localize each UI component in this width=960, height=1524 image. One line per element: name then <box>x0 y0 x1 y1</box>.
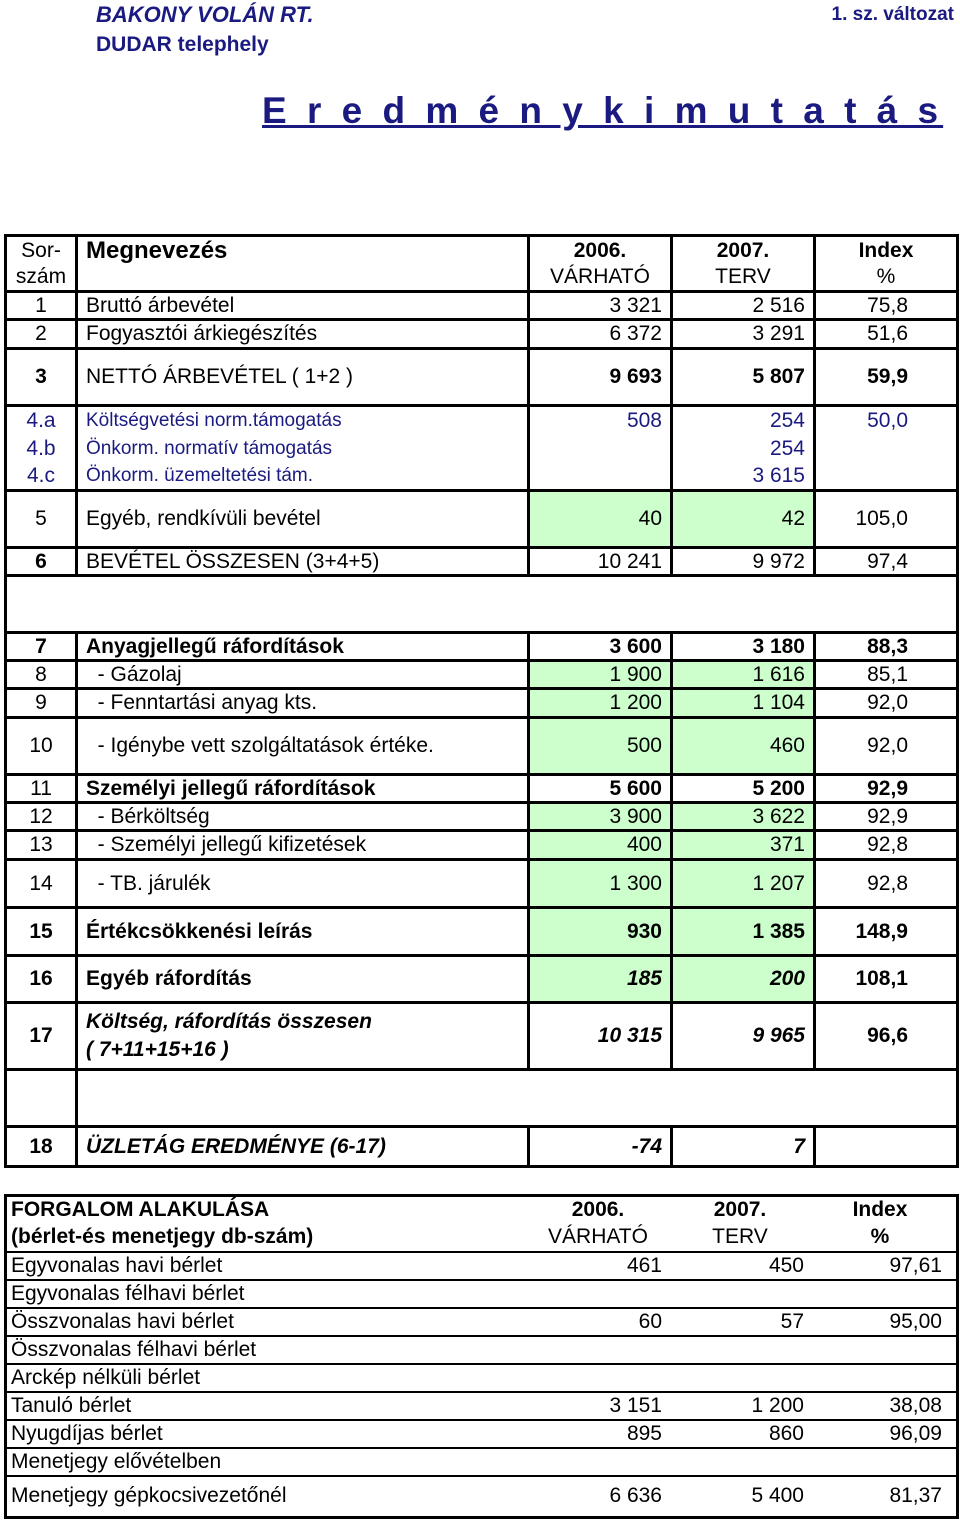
value-2007: 254 <box>672 435 815 463</box>
traffic-name: Menetjegy elővételben <box>6 1448 531 1476</box>
value-index <box>815 435 958 463</box>
value-index: 92,9 <box>815 803 958 831</box>
value-index: 92,0 <box>815 718 958 775</box>
traffic-2007 <box>672 1280 814 1308</box>
row-number: 3 <box>6 349 77 406</box>
value-2006: 40 <box>529 491 672 548</box>
spacer-row <box>6 576 958 633</box>
value-index <box>815 1127 958 1167</box>
row-number: 15 <box>6 908 77 956</box>
value-2007: 3 622 <box>672 803 815 831</box>
traffic-index <box>814 1336 958 1364</box>
traffic-2007 <box>672 1364 814 1392</box>
traffic-2006: 3 151 <box>530 1392 672 1420</box>
value-index: 97,4 <box>815 548 958 576</box>
value-index <box>815 463 958 491</box>
traffic-header-index: Index <box>814 1196 958 1224</box>
spacer-cell <box>6 1070 77 1127</box>
value-2006: 6 372 <box>529 320 672 349</box>
traffic-row <box>6 1252 958 1280</box>
row-name: Fogyasztói árkiegészítés <box>77 320 529 349</box>
traffic-2007 <box>672 1448 814 1476</box>
value-2007: 460 <box>672 718 815 775</box>
traffic-name: Arckép nélküli bérlet <box>6 1364 531 1392</box>
row-name: - Bérköltség <box>77 803 529 831</box>
value-2007: 5 200 <box>672 775 815 803</box>
traffic-2006: 461 <box>530 1252 672 1280</box>
traffic-index: 96,09 <box>814 1420 958 1448</box>
row-number: 4.b <box>6 435 77 463</box>
value-2006: 1 200 <box>529 689 672 718</box>
traffic-row <box>6 1448 958 1476</box>
row-name <box>77 1003 529 1070</box>
value-2007: 7 <box>672 1127 815 1167</box>
row-name: - Gázolaj <box>77 661 529 689</box>
traffic-2006: 60 <box>530 1308 672 1336</box>
spacer-cell <box>6 576 958 633</box>
table-row <box>6 463 958 491</box>
row-name: Egyéb, rendkívüli bevétel <box>77 491 529 548</box>
row-number: 7 <box>6 633 77 661</box>
traffic-table <box>4 1194 959 1519</box>
col-header-2007: 2007. <box>672 236 815 265</box>
value-2007: 254 <box>672 406 815 435</box>
traffic-header-2007: 2007. <box>672 1196 814 1224</box>
row-name-line2: ( 7+11+15+16 ) <box>86 1038 229 1061</box>
traffic-2007: 450 <box>672 1252 814 1280</box>
value-2006: 930 <box>529 908 672 956</box>
value-index: 59,9 <box>815 349 958 406</box>
value-2006: 508 <box>529 406 672 435</box>
value-2006: 9 693 <box>529 349 672 406</box>
table-row <box>6 803 958 831</box>
row-number: 13 <box>6 831 77 860</box>
row-name: NETTÓ ÁRBEVÉTEL ( 1+2 ) <box>77 349 529 406</box>
col-header-2007: TERV <box>672 265 815 292</box>
row-number: 17 <box>6 1003 77 1070</box>
row-number: 1 <box>6 292 77 320</box>
value-2007: 5 807 <box>672 349 815 406</box>
table-row <box>6 1127 958 1167</box>
traffic-name: Menetjegy gépkocsivezetőnél <box>6 1476 531 1518</box>
traffic-header-subtitle: (bérlet-és menetjegy db-szám) <box>6 1224 531 1252</box>
value-2006: 500 <box>529 718 672 775</box>
traffic-header-row <box>6 1196 958 1224</box>
value-2007: 42 <box>672 491 815 548</box>
value-index: 92,9 <box>815 775 958 803</box>
table-row <box>6 349 958 406</box>
value-2007: 9 972 <box>672 548 815 576</box>
row-name: - Fenntartási anyag kts. <box>77 689 529 718</box>
col-header-index: % <box>815 265 958 292</box>
spacer-cell <box>77 1070 958 1127</box>
row-name: - Igénybe vett szolgáltatások értéke. <box>77 718 529 775</box>
value-index: 96,6 <box>815 1003 958 1070</box>
value-index: 51,6 <box>815 320 958 349</box>
row-number: 10 <box>6 718 77 775</box>
value-2007: 1 385 <box>672 908 815 956</box>
value-index: 85,1 <box>815 661 958 689</box>
value-2007: 200 <box>672 956 815 1003</box>
table-row <box>6 435 958 463</box>
traffic-name: Összvonalas havi bérlet <box>6 1308 531 1336</box>
traffic-index: 38,08 <box>814 1392 958 1420</box>
traffic-name: Egyvonalas félhavi bérlet <box>6 1280 531 1308</box>
col-header-no: szám <box>6 265 77 292</box>
traffic-2006 <box>530 1448 672 1476</box>
value-index: 148,9 <box>815 908 958 956</box>
table-row <box>6 406 958 435</box>
traffic-index <box>814 1364 958 1392</box>
company-name: BAKONY VOLÁN RT. <box>96 2 314 27</box>
table-row <box>6 908 958 956</box>
value-2006: 1 300 <box>529 860 672 908</box>
value-index: 92,0 <box>815 689 958 718</box>
value-index: 92,8 <box>815 860 958 908</box>
traffic-name: Egyvonalas havi bérlet <box>6 1252 531 1280</box>
table-row <box>6 491 958 548</box>
page-title: E r e d m é n y k i m u t a t á s <box>262 90 944 131</box>
table-row <box>6 633 958 661</box>
table-row <box>6 689 958 718</box>
table-row <box>6 956 958 1003</box>
row-number: 14 <box>6 860 77 908</box>
traffic-header-2006: VÁRHATÓ <box>530 1224 672 1252</box>
traffic-name: Nyugdíjas bérlet <box>6 1420 531 1448</box>
row-name: Értékcsökkenési leírás <box>77 908 529 956</box>
traffic-2007: 1 200 <box>672 1392 814 1420</box>
traffic-row <box>6 1280 958 1308</box>
traffic-row <box>6 1476 958 1518</box>
table-row <box>6 661 958 689</box>
value-2007: 371 <box>672 831 815 860</box>
value-2007: 2 516 <box>672 292 815 320</box>
value-2006 <box>529 463 672 491</box>
value-2006: 10 241 <box>529 548 672 576</box>
value-2006: -74 <box>529 1127 672 1167</box>
table-row <box>6 1003 958 1070</box>
value-2007: 1 616 <box>672 661 815 689</box>
row-name: Anyagjellegű ráfordítások <box>77 633 529 661</box>
row-name: ÜZLETÁG EREDMÉNYE (6-17) <box>77 1127 529 1167</box>
traffic-2006 <box>530 1364 672 1392</box>
col-header-2006: VÁRHATÓ <box>529 265 672 292</box>
traffic-2006: 6 636 <box>530 1476 672 1518</box>
table-header-row <box>6 236 958 265</box>
col-header-name <box>77 265 529 292</box>
value-2006 <box>529 435 672 463</box>
value-2007: 3 291 <box>672 320 815 349</box>
traffic-2007 <box>672 1336 814 1364</box>
traffic-header-row <box>6 1224 958 1252</box>
value-2006: 5 600 <box>529 775 672 803</box>
value-index: 105,0 <box>815 491 958 548</box>
traffic-2006: 895 <box>530 1420 672 1448</box>
row-number: 8 <box>6 661 77 689</box>
traffic-2007: 5 400 <box>672 1476 814 1518</box>
traffic-index: 97,61 <box>814 1252 958 1280</box>
row-name: Költségvetési norm.támogatás <box>77 406 529 435</box>
traffic-2006 <box>530 1336 672 1364</box>
row-name: Személyi jellegű ráfordítások <box>77 775 529 803</box>
version-label: 1. sz. változat <box>831 4 954 25</box>
traffic-2007: 860 <box>672 1420 814 1448</box>
row-number: 9 <box>6 689 77 718</box>
row-number: 2 <box>6 320 77 349</box>
col-header-name: Megnevezés <box>77 236 529 265</box>
traffic-index <box>814 1448 958 1476</box>
value-index: 88,3 <box>815 633 958 661</box>
traffic-row <box>6 1392 958 1420</box>
spacer-row <box>6 1070 958 1127</box>
value-2006: 10 315 <box>529 1003 672 1070</box>
value-index: 50,0 <box>815 406 958 435</box>
value-index: 92,8 <box>815 831 958 860</box>
site-name: DUDAR telephely <box>96 33 269 56</box>
table-row <box>6 320 958 349</box>
value-2007: 9 965 <box>672 1003 815 1070</box>
row-name: BEVÉTEL ÖSSZESEN (3+4+5) <box>77 548 529 576</box>
col-header-index: Index <box>815 236 958 265</box>
traffic-name: Összvonalas félhavi bérlet <box>6 1336 531 1364</box>
traffic-index: 81,37 <box>814 1476 958 1518</box>
table-row <box>6 548 958 576</box>
traffic-row <box>6 1420 958 1448</box>
traffic-index: 95,00 <box>814 1308 958 1336</box>
row-number: 5 <box>6 491 77 548</box>
row-number: 11 <box>6 775 77 803</box>
row-number: 6 <box>6 548 77 576</box>
row-number: 4.c <box>6 463 77 491</box>
traffic-index <box>814 1280 958 1308</box>
traffic-header-2006: 2006. <box>530 1196 672 1224</box>
value-2006: 3 900 <box>529 803 672 831</box>
row-number: 4.a <box>6 406 77 435</box>
row-number: 12 <box>6 803 77 831</box>
row-name: Egyéb ráfordítás <box>77 956 529 1003</box>
value-index: 108,1 <box>815 956 958 1003</box>
value-2006: 3 600 <box>529 633 672 661</box>
table-row <box>6 860 958 908</box>
table-row <box>6 831 958 860</box>
row-name-line1: Költség, ráfordítás összesen <box>86 1010 372 1033</box>
value-2006: 185 <box>529 956 672 1003</box>
row-number: 18 <box>6 1127 77 1167</box>
value-2007: 3 615 <box>672 463 815 491</box>
row-name: Önkorm. üzemeltetési tám. <box>77 463 529 491</box>
row-name: - TB. járulék <box>77 860 529 908</box>
value-2006: 3 321 <box>529 292 672 320</box>
traffic-2006 <box>530 1280 672 1308</box>
traffic-row <box>6 1364 958 1392</box>
col-header-no: Sor- <box>6 236 77 265</box>
traffic-name: Tanuló bérlet <box>6 1392 531 1420</box>
traffic-header-title: FORGALOM ALAKULÁSA <box>6 1196 531 1224</box>
value-index: 75,8 <box>815 292 958 320</box>
traffic-header-2007: TERV <box>672 1224 814 1252</box>
value-2006: 400 <box>529 831 672 860</box>
row-name: Önkorm. normatív támogatás <box>77 435 529 463</box>
value-2006: 1 900 <box>529 661 672 689</box>
row-name: - Személyi jellegű kifizetések <box>77 831 529 860</box>
traffic-row <box>6 1308 958 1336</box>
traffic-row <box>6 1336 958 1364</box>
value-2007: 1 207 <box>672 860 815 908</box>
col-header-2006: 2006. <box>529 236 672 265</box>
value-2007: 1 104 <box>672 689 815 718</box>
value-2007: 3 180 <box>672 633 815 661</box>
table-row <box>6 718 958 775</box>
traffic-header-index: % <box>814 1224 958 1252</box>
row-name: Bruttó árbevétel <box>77 292 529 320</box>
table-header-row <box>6 265 958 292</box>
table-row <box>6 292 958 320</box>
table-row <box>6 775 958 803</box>
results-table <box>4 234 959 1168</box>
traffic-2007: 57 <box>672 1308 814 1336</box>
row-number: 16 <box>6 956 77 1003</box>
